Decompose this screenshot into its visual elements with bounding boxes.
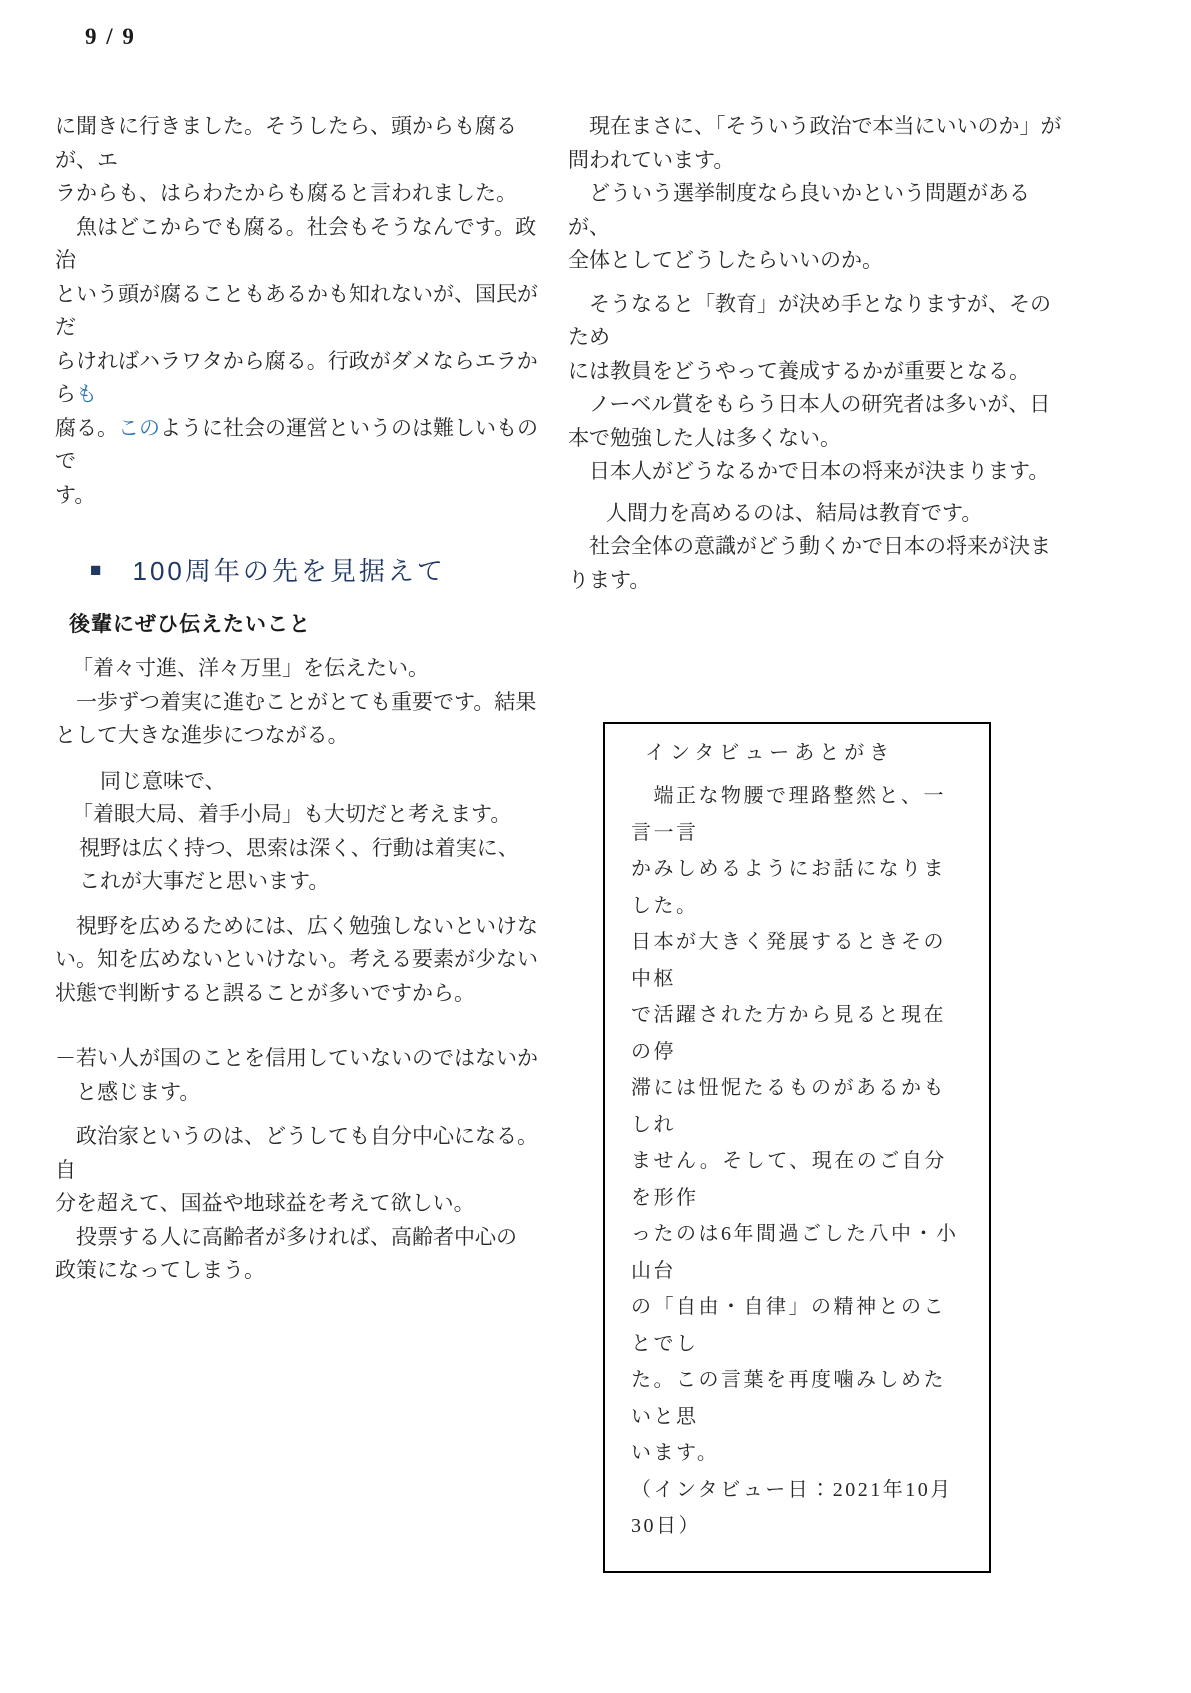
text-line bbox=[55, 345, 540, 412]
text-line: －若い人が国のことを信用していないのではないか bbox=[55, 1046, 538, 1070]
text-line: には教員をどうやって養成するかが重要となる。 bbox=[568, 358, 1030, 383]
text-line: ったのは6年間過ごした八中・小山台 bbox=[631, 1223, 959, 1282]
text-line: す。 bbox=[55, 482, 96, 507]
text-line: かみしめるようにお話になりました。 bbox=[631, 858, 946, 917]
text-line: 分を超えて、国益や地球益を考えて欲しい。 bbox=[55, 1191, 475, 1215]
text-line: これが大事だと思います。 bbox=[79, 869, 330, 893]
text-line: そうなると「教育」が決め手となりますが、そのため bbox=[568, 291, 1051, 349]
afterword-title: インタビューあとがき bbox=[645, 742, 895, 764]
text-line: ラからも、はらわたからも腐ると言われました。 bbox=[55, 181, 517, 205]
text-line: 日本が大きく発展するときその中枢 bbox=[631, 931, 946, 990]
two-column-layout bbox=[55, 110, 1062, 1573]
text-line: に聞きに行きました。そうしたら、頭からも腐るが、エ bbox=[55, 114, 517, 172]
text-line: 状態で判断すると誤ることが多いですから。 bbox=[55, 980, 475, 1005]
afterword-box bbox=[603, 722, 991, 1573]
text-line: た。この言葉を再度噛みしめたいと思 bbox=[631, 1369, 946, 1428]
square-bullet-icon: ■ bbox=[90, 560, 105, 581]
text-line: ノーベル賞をもらう日本人の研究者は多いが、日 bbox=[568, 392, 1051, 416]
page-number: 9 / 9 bbox=[85, 24, 136, 49]
text-line: の「自由・自律」の精神とのことでし bbox=[631, 1296, 946, 1355]
text-line: として大きな進歩につながる。 bbox=[55, 723, 349, 747]
text-line: 日本人がどうなるかで日本の将来が決まります。 bbox=[568, 459, 1050, 483]
text-segment: らければハラワタから腐る。行政がダメならエラから bbox=[55, 348, 538, 406]
text-line: 視野を広めるためには、広く勉強しないといけな bbox=[55, 913, 538, 938]
text-line: 視野は広く持つ、思索は深く、行動は着実に、 bbox=[79, 835, 519, 860]
text-line: ります。 bbox=[568, 567, 651, 592]
text-segment: ように社会の運営というのは難しいもので bbox=[55, 415, 538, 473]
text-segment: 腐る。 bbox=[55, 415, 118, 440]
text-line: 本で勉強した人は多くない。 bbox=[568, 425, 841, 450]
text-line: 人間力を高めるのは、結局は教育です。 bbox=[585, 500, 983, 525]
text-line: います。 bbox=[631, 1442, 720, 1464]
text-line: 滞には忸怩たるものがあるかもしれ bbox=[631, 1077, 946, 1136]
text-line: どういう選挙制度なら良いかという問題があるが、 bbox=[568, 181, 1030, 239]
text-line: 問われています。 bbox=[568, 147, 735, 172]
section-heading bbox=[55, 553, 540, 589]
text-line: 現在まさに、「そういう政治で本当にいいのか」が bbox=[568, 114, 1062, 138]
text-line: ません。そして、現在のご自分を形作 bbox=[631, 1150, 947, 1209]
subsection-heading: 後輩にぜひ伝えたいこと bbox=[69, 613, 311, 636]
text-line bbox=[55, 412, 540, 479]
section-heading-text: 100周年の先を見据えて bbox=[132, 556, 446, 586]
text-line: 政策になってしまう。 bbox=[55, 1258, 265, 1282]
text-line: 同じ意味で、 bbox=[79, 768, 226, 793]
text-line: 「着々寸進、洋々万里」を伝えたい。 bbox=[72, 656, 429, 680]
afterword-body bbox=[631, 778, 963, 1545]
left-column bbox=[55, 110, 540, 1573]
text-line: 端正な物腰で理路整然と、一言一言 bbox=[631, 785, 946, 844]
text-line: 投票する人に高齢者が多ければ、高齢者中心の bbox=[55, 1224, 517, 1249]
text-line: 「着眼大局、着手小局」も大切だと考えます。 bbox=[72, 802, 512, 826]
text-line: 一歩ずつ着実に進むことがとても重要です。結果 bbox=[55, 689, 537, 714]
text-line: 全体としてどうしたらいいのか。 bbox=[568, 248, 883, 272]
right-column bbox=[568, 110, 1062, 1573]
text-line: 政治家というのは、どうしても自分中心になる。自 bbox=[55, 1124, 538, 1182]
hyperlink[interactable]: も bbox=[76, 382, 97, 406]
text-line: 魚はどこからでも腐る。社会もそうなんです。政治 bbox=[55, 214, 537, 272]
text-line: い。知を広めないといけない。考える要素が少ない bbox=[55, 947, 538, 971]
text-line: という頭が腐ることもあるかも知れないが、国民がだ bbox=[55, 281, 538, 339]
text-line: （インタビュー日：2021年10月30日） bbox=[631, 1478, 953, 1537]
hyperlink[interactable]: この bbox=[118, 415, 160, 440]
text-line: 社会全体の意識がどう動くかで日本の将来が決ま bbox=[568, 534, 1051, 558]
text-line: で活躍された方から見ると現在の停 bbox=[631, 1004, 946, 1063]
text-line: と感じます。 bbox=[55, 1079, 201, 1104]
